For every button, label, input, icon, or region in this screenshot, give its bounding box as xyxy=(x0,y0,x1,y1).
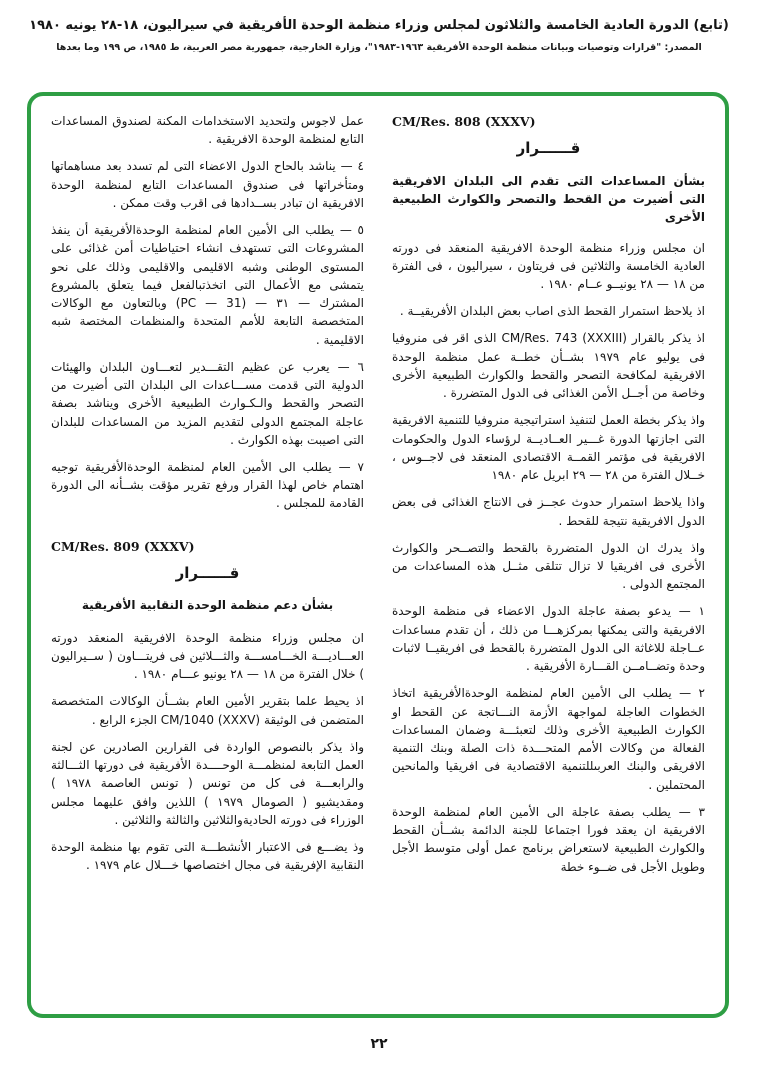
paragraph: واذا يلاحظ استمرار حدوث عجــز فى الانتاج الغذائى فى بعض الدول الافريقية نتيجة للقحط . xyxy=(392,495,705,528)
numbered-item-2: ٢ — يطلب الى الأمين العام لمنظمة الوحدةالأفريقية اتخاذ الخطوات العاجلة لمواجهة الأزمة النـــاتجة عن القحط او الكوارث الطبيعية الأخرى وذلك لتعبئـــة وضمان المساعدات الفعالة من وكالات الأمم المتحـــدة ذات الصلة وبنك التنمية الافريقى والبنك العربىللتنمية الاقتصادية فى افريقيا والمانحين المحتملين . xyxy=(392,686,705,792)
document-header xyxy=(0,0,758,53)
paragraph: عمل لاجوس ولتحديد الاستخدامات المكنة لصندوق المساعدات التابع لمنظمة الوحدة الافريقية . xyxy=(51,114,364,147)
column-left xyxy=(51,112,364,1002)
resolution-ref-809: CM/Res. 809 (XXXV) xyxy=(51,538,195,554)
paragraph: ان مجلس وزراء منظمة الوحدة الافريقية المنعقد دورته العـــاديـــة الخـــامســـة والثـــلاثين فى فريتـــاون ( ســيراليون ) خلال الفترة من ١٨ — ٢٨ يونيو عـــام ١٩٨٠ . xyxy=(51,630,364,682)
page-number: ٢٢ xyxy=(370,1036,388,1052)
column-right xyxy=(392,112,705,1002)
resolution-title-809: قــــــرار xyxy=(175,563,240,582)
paragraph: ان مجلس وزراء منظمة الوحدة الافريقية المنعقد فى دورته العادية الخامسة والثلاثين فى فريتاون ، سيراليون ، فى الفترة من ١٨ — ٢٨ يونيــو عــام ١٩٨٠ . xyxy=(392,240,705,291)
resolution-subject-809: بشأن دعم منظمة الوحدة النقابية الأفريقية xyxy=(81,598,334,613)
numbered-item-3: ٣ — يطلب بصفة عاجلة الى الأمين العام لمنظمة الوحدة الافريقية ان يعقد فورا اجتماعا للجنة الدائمة بشــأن القحط والكوارث الطبيعية لاستعراض برنامج عمل أولى متوسط الأجل وطويل الأجل فى ضــوء خطة xyxy=(392,804,705,874)
paragraph: واذ يذكر بخطة العمل لتنفيذ استراتيجية منروفيا للتنمية الافريقية التى اجازتها الدورة غـــير العــاديــة لرؤساء الدول والحكومات الافريقية فى مؤتمر القمــة الاقتصادى المنعقد فى لاجــوس ، خــلال الفترة من ٢٨ — ٢٩ ابريل عام ١٩٨٠ xyxy=(392,413,705,483)
header-source: المصدر: "قرارات وتوصيات وبيانات منظمة الوحدة الأفريقية ١٩٦٣-١٩٨٣"، وزارة الخارجية، جمهورية مصر العربية، ط ١٩٨٥، ص ١٩٩ وما بعدها xyxy=(56,42,702,53)
numbered-item-1: ١ — يدعو بصفة عاجلة الدول الاعضاء فى منظمة الوحدة الافريقية والتى يمكنها بمركزهـــا من ذلك ، أن تقدم مساعدات عــاجلة للاغاثة الى الدول المتضررة بالقحط فى افريقيــا لاثبات وحدة وتضــامــن القـــارة الأفريقية . xyxy=(392,604,705,674)
numbered-item-7: ٧ — يطلب الى الأمين العام لمنظمة الوحدةالأفريقية توجيه اهتمام خاص لهذا القرار ورفع تقرير مؤقت بشــأنه الى الدورة القادمة للمجلس . xyxy=(51,459,364,511)
numbered-item-6: ٦ — يعرب عن عظيم التقـــدير لتعـــاون البلدان والهيئات الدولية التى قدمت مســـاعدات الى البلدان التى أضيرت من التصحر والقحط والـكـوارث الطبيعية الأخرى ويناشد بصفة عاجلة المجتمع الدولى لتقديم المزيد من المساعدات للبلدان التى اصيبت بهذه الكوارث . xyxy=(51,359,364,447)
numbered-item-5: ٥ — يطلب الى الأمين العام لمنظمة الوحدةالأفريقية أن ينفذ المشروعات التى تستهدف انشاء احتياطيات أمن غذائى على المستوى الوطنى وشبه الاقليمى والاقليمى وذلك على نحو يتمشى مع الأعمال التى اتخذتبالفعل فيما يتعلق بالمشروع المشترك — ٣١ — (PC — 31) وبالتعاون مع الوكالات المتخصصة التابعة للأمم المتحدة والمنظمات المختصة شبه الاقليمية . xyxy=(51,223,364,347)
paragraph: اذ يلاحظ استمرار القحط الذى اصاب بعض البلدان الأفريقيــة . xyxy=(399,304,705,319)
green-border-frame xyxy=(27,92,729,1018)
paragraph: واذ يدرك ان الدول المتضررة بالقحط والتصــحر والكوارث الأخرى فى افريقيا لا تزال تتلقى مثــل هذه المساعدات من المجتمع الدولى . xyxy=(392,540,705,592)
paragraph: اذ يحيط علما بتقرير الأمين العام بشــأن الوكالات المتخصصة المتضمن فى الوثيقة CM/1040 (XXXV) الجزء الرابع . xyxy=(51,694,364,727)
header-title: (تابع) الدورة العادية الخامسة والثلاثون لمجلس وزراء منظمة الوحدة الأفريقية في سيراليون، ١٨-٢٨ يونيه ١٩٨٠ xyxy=(29,18,729,33)
paragraph: واذ يذكر بالنصوص الواردة فى القرارين الصادرين عن لجنة العمل التابعة لمنظمـــة الوحــــدة الأفريقية فى دورتها الثـــالثة والرابعـــة فى كل من تونس ( تونس العاصمة ١٩٧٨ ) ومقديشيو ( الصومال ١٩٧٩ ) اللذين وافق عليهما مجلس الوزراء فى دورته الحاديةوالثلاثين والثالثة والثلاثين . xyxy=(51,739,365,827)
paragraph: وذ يضـــع فى الاعتبار الأنشطـــة التى تقوم بها منظمة الوحدة النقابية الإفريقية فى مجال اختصاصها خـــلال عام ١٩٧٩ . xyxy=(51,840,364,873)
paragraph: اذ يذكر بالقرار CM/Res. 743 (XXXIII) الذى اقر فى منروفيا فى يوليو عام ١٩٧٩ بشــأن خطــة عمل منظمة الوحدة الافريقية لمكافحة التصحر والقحط والكوارث الطبيعية الأخرى وخاصة من أجــل الأمن الغذائى فى الدول المتضررة . xyxy=(392,331,705,401)
resolution-subject-808: بشأن المساعدات التى تقدم الى البلدان الافريقية التى أضيرت من القحط والتصحر والكوارث الطبيعية الأخرى xyxy=(392,173,705,225)
two-column-layout xyxy=(51,112,705,1002)
resolution-title-808: قــــــرار xyxy=(516,139,581,157)
resolution-ref-808: CM/Res. 808 (XXXV) xyxy=(392,114,536,129)
numbered-item-4: ٤ — يناشد بالحاح الدول الاعضاء التى لم تسدد بعد مساهماتها ومتأخراتها فى صندوق المساعدات التابع لمنظمة الوحدة الافريقية ان تبادر بســدادها فى اقرب وقت ممكن . xyxy=(51,159,364,210)
